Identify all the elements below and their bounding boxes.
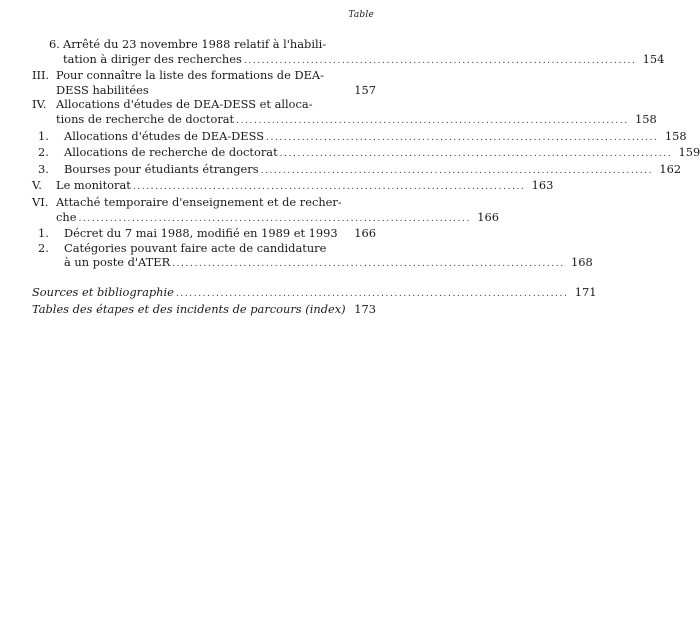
toc-entry-page: 168 — [570, 255, 593, 270]
toc-entry-page: 166 — [354, 226, 376, 241]
leader-dots: ........................................................................................ — [266, 132, 659, 143]
toc-entry-categories-ater[interactable] — [32, 240, 593, 272]
toc-entry-bourses[interactable] — [32, 161, 682, 179]
leader-dots: ........................................................................................ — [172, 259, 565, 270]
toc-entry-number: V. — [32, 178, 42, 193]
toc-entry-title-line: tation à diriger des recherches — [63, 51, 242, 66]
toc-entry-allocations-etudes[interactable] — [32, 128, 687, 146]
toc-entry-title-line: Catégories pouvant faire acte de candidature — [64, 240, 327, 255]
toc-entry-page: 158 — [634, 111, 657, 126]
toc-entry-title-line: Bourses pour étudiants étrangers — [64, 161, 259, 176]
toc-entry-number: 2. — [38, 240, 49, 255]
toc-entry-title-line: tions de recherche de doctorat — [56, 111, 235, 126]
toc-entry-page: 162 — [659, 161, 682, 176]
leader-dots: ........................................................................................ — [78, 213, 472, 224]
toc-entry-page: 171 — [574, 284, 597, 299]
leader-dots: ........................................................................................ — [236, 115, 629, 126]
toc-entry-number: 3. — [38, 161, 49, 176]
toc-entry-number: 1. — [38, 128, 49, 143]
toc-entry-title-line: DESS habilitées — [56, 82, 149, 97]
toc-entry-title-line: Allocations d'études de DEA-DESS et alloca- — [56, 97, 313, 112]
toc-entry-sources[interactable] — [32, 284, 597, 302]
toc-entry-arrete-1988[interactable] — [32, 37, 665, 68]
toc-entry-page: 163 — [531, 178, 554, 193]
leader-dots: ........................................................................................ — [175, 288, 569, 299]
toc-entry-title-line: Pour connaître la liste des formations de DEA- — [56, 68, 324, 83]
toc-entry-title-line: Sources et bibliographie — [32, 284, 174, 299]
toc-entry-page: 157 — [354, 82, 376, 97]
toc-entry-title-line: Arrêté du 23 novembre 1988 relatif à l'habili- — [63, 37, 327, 51]
leader-dots: ........................................................................................ — [132, 182, 526, 193]
toc-entry-title-line: Décret du 7 mai 1988, modifié en 1989 et 1993 — [64, 226, 338, 241]
toc-entry-title-line: Le monitorat — [56, 178, 131, 193]
toc-entry-ater[interactable] — [32, 194, 500, 226]
toc-entry-title-line: Allocations de recherche de doctorat — [64, 145, 278, 160]
toc-entry-number: 2. — [38, 145, 49, 160]
toc-entry-page: 166 — [477, 209, 500, 224]
toc-entry-formations-dea-dess[interactable] — [32, 68, 376, 97]
toc-entry-allocations-recherche[interactable] — [32, 145, 700, 162]
toc-entry-title-line: che — [56, 209, 77, 224]
toc-entry-title-line: Attaché temporaire d'enseignement et de recher- — [56, 194, 342, 209]
toc-entry-number: III. — [32, 68, 50, 83]
table-of-contents — [32, 37, 700, 316]
toc-entry-monitorat[interactable] — [32, 178, 554, 195]
toc-entry-title-line: Allocations d'études de DEA-DESS — [64, 128, 265, 143]
toc-entry-title-line: à un poste d'ATER — [64, 255, 171, 270]
toc-entry-allocations[interactable] — [32, 97, 657, 128]
leader-dots: ........................................................................................ — [279, 149, 673, 160]
toc-entry-title-line: Tables des étapes et des incidents de parcours (index) — [32, 301, 346, 316]
leader-dots: ........................................................................................ — [243, 55, 637, 66]
toc-entry-index[interactable] — [32, 302, 376, 317]
toc-entry-number: 1. — [38, 226, 49, 241]
toc-entry-number: 6. — [49, 37, 60, 51]
toc-entry-number: IV. — [32, 97, 47, 112]
toc-entry-decret-1988[interactable] — [32, 226, 376, 241]
toc-entry-number: VI. — [32, 194, 49, 209]
toc-entry-page: 154 — [642, 51, 665, 66]
running-head: Table — [348, 10, 374, 20]
leader-dots: ........................................................................................ — [260, 165, 654, 176]
toc-entry-page: 159 — [678, 145, 700, 160]
toc-entry-page: 158 — [664, 128, 687, 143]
toc-entry-page: 173 — [354, 301, 376, 316]
